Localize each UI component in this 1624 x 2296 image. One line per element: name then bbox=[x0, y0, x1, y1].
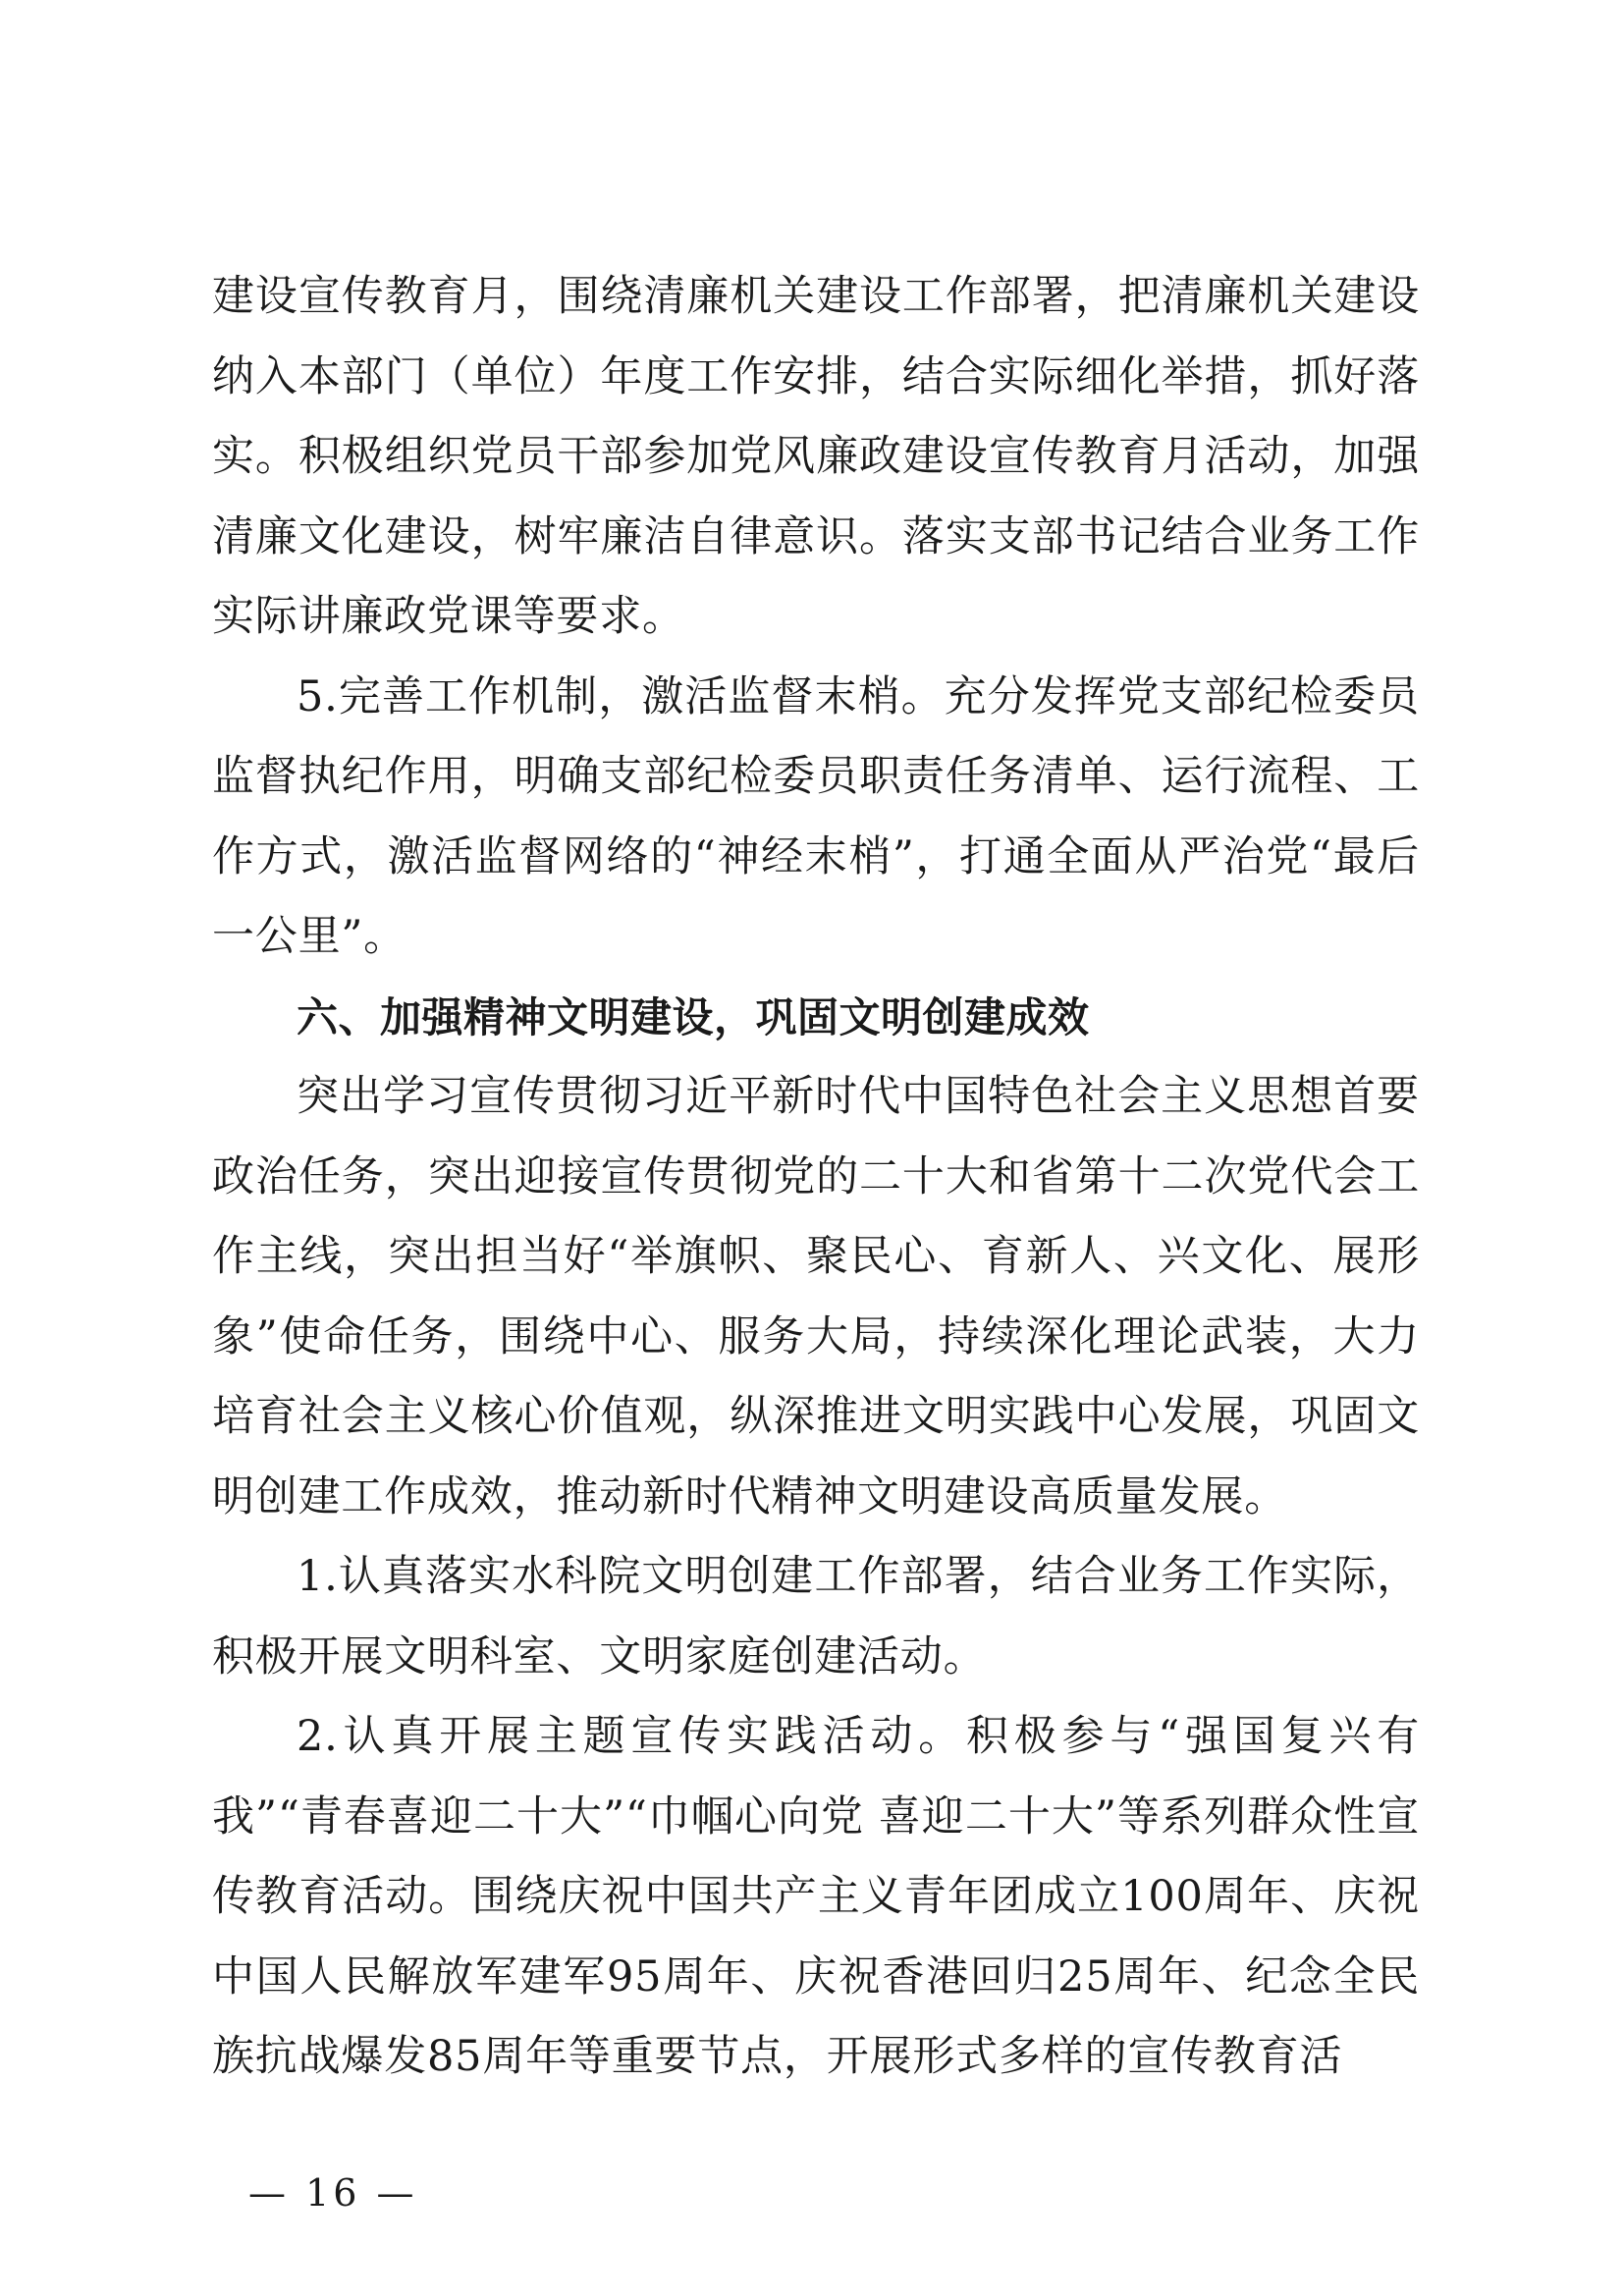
section-heading-6: 六、加强精神文明建设，巩固文明创建成效 bbox=[297, 992, 1090, 1041]
paragraph-continuation: 建设宣传教育月，围绕清廉机关建设工作部署，把清廉机关建设纳入本部门（单位）年度工作安排，结合实际细化举措，抓好落实。积极组织党员干部参加党风廉政建设宣传教育月活动，加强清廉文化建设，树牢廉洁自律意识。落实支部书记结合业务工作实际讲廉政党课等要求。 bbox=[212, 272, 1420, 641]
paragraph-item-5: 5.完善工作机制，激活监督末梢。充分发挥党支部纪检委员监督执纪作用，明确支部纪检委员职责任务清单、运行流程、工作方式，激活监督网络的“神经末梢”，打通全面从严治党“最后一公里”。 bbox=[212, 671, 1420, 961]
paragraph-item-2: 2.认真开展主题宣传实践活动。积极参与“强国复兴有我”“青春喜迎二十大”“巾帼心向党 喜迎二十大”等系列群众性宣传教育活动。围绕庆祝中国共产主义青年团成立100周年、庆祝中国人民解放军建军95周年、庆祝香港回归25周年、纪念全民族抗战爆发85周年等重要节点，开展形式多样的宣传教育活 bbox=[212, 1712, 1420, 2081]
paragraph-section-intro: 突出学习宣传贯彻习近平新时代中国特色社会主义思想首要政治任务，突出迎接宣传贯彻党的二十大和省第十二次党代会工作主线，突出担当好“举旗帜、聚民心、育新人、兴文化、展形象”使命任务，围绕中心、服务大局，持续深化理论武装，大力培育社会主义核心价值观，纵深推进文明实践中心发展，巩固文明创建工作成效，推动新时代精神文明建设高质量发展。 bbox=[212, 1072, 1420, 1522]
paragraph-item-1: 1.认真落实水科院文明创建工作部署，结合业务工作实际，积极开展文明科室、文明家庭创建活动。 bbox=[212, 1552, 1420, 1682]
page-number: — 16 — bbox=[248, 2171, 418, 2215]
document-body bbox=[212, 257, 1420, 2098]
